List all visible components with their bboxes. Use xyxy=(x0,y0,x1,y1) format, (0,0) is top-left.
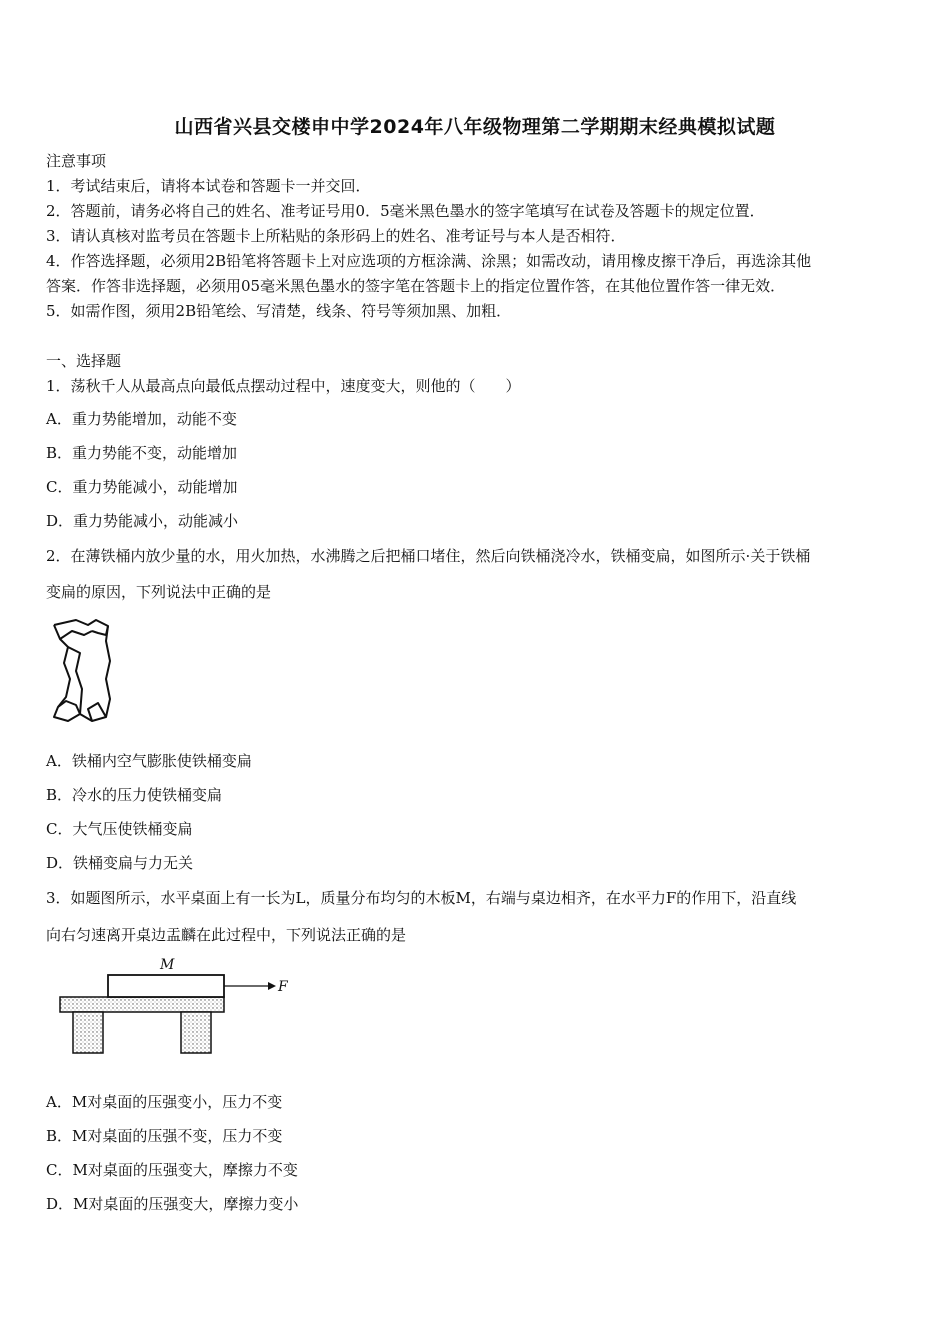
board-m xyxy=(108,975,224,997)
question-3-stem-cont: 向右匀速离开桌边盂麟在此过程中，下列说法正确的是 xyxy=(46,926,407,944)
question-2-stem-cont: 变扁的原因，下列说法中正确的是 xyxy=(46,583,272,601)
question-3-option-b: B．M对桌面的压强不变，压力不变 xyxy=(46,1127,283,1145)
question-1-option-c: C．重力势能减小，动能增加 xyxy=(46,478,238,496)
notice-item: 3．请认真核对监考员在答题卡上所粘贴的条形码上的姓名、准考证号与本人是否相符． xyxy=(46,227,626,245)
board-on-table-figure xyxy=(56,955,296,1057)
question-3-option-c: C．M对桌面的压强变大，摩擦力不变 xyxy=(46,1161,298,1179)
force-arrow-head xyxy=(268,982,276,990)
notice-item: 1．考试结束后，请将本试卷和答题卡一并交回． xyxy=(46,177,371,195)
notice-item: 5．如需作图，须用2B铅笔绘、写清楚，线条、符号等须加黑、加粗． xyxy=(46,302,512,320)
page-title: 山西省兴县交楼申中学2024年八年级物理第二学期期末经典模拟试题 xyxy=(174,116,776,138)
question-3-option-a: A．M对桌面的压强变小，压力不变 xyxy=(46,1093,283,1111)
notice-item: 4．作答选择题，必须用2B铅笔将答题卡上对应选项的方框涂满、涂黑；如需改动，请用橡皮擦干净后，再选涂其他 xyxy=(46,252,812,270)
question-2-option-c: C．大气压使铁桶变扁 xyxy=(46,820,193,838)
crushed-bucket-figure xyxy=(46,617,116,723)
table-leg-right xyxy=(181,1012,211,1053)
question-1-stem: 1．荡秋千人从最高点向最低点摆动过程中，速度变大，则他的（ ） xyxy=(46,377,521,395)
question-2-option-d: D．铁桶变扁与力无关 xyxy=(46,854,194,872)
question-1-option-d: D．重力势能减小，动能减小 xyxy=(46,512,239,530)
section-heading: 一、选择题 xyxy=(46,352,122,370)
question-3-stem: 3．如题图所示，水平桌面上有一长为L，质量分布均匀的木板M，右端与桌边相齐，在水平力F的作用下，沿直线 xyxy=(46,889,797,907)
table-top xyxy=(60,997,224,1012)
notice-item: 2．答题前，请务必将自己的姓名、准考证号用0．5毫米黑色墨水的签字笔填写在试卷及答题卡的规定位置． xyxy=(46,202,765,220)
question-1-option-a: A．重力势能增加，动能不变 xyxy=(46,410,237,428)
question-3-option-d: D．M对桌面的压强变大，摩擦力变小 xyxy=(46,1195,299,1213)
question-2-option-b: B．冷水的压力使铁桶变扁 xyxy=(46,786,223,804)
table-leg-left xyxy=(73,1012,103,1053)
board-label: M xyxy=(160,957,175,973)
notice-heading: 注意事项 xyxy=(46,152,107,170)
question-2-option-a: A．铁桶内空气膨胀使铁桶变扁 xyxy=(46,752,252,770)
question-2-stem: 2．在薄铁桶内放少量的水，用火加热，水沸腾之后把桶口堵住，然后向铁桶浇冷水，铁桶变扁，如图所示·关于铁桶 xyxy=(46,547,811,565)
force-label: F xyxy=(278,979,288,995)
question-1-option-b: B．重力势能不变，动能增加 xyxy=(46,444,238,462)
notice-item: 答案．作答非选择题，必须用05毫米黑色墨水的签字笔在答题卡上的指定位置作答，在其他位置作答一律无效． xyxy=(46,277,786,295)
